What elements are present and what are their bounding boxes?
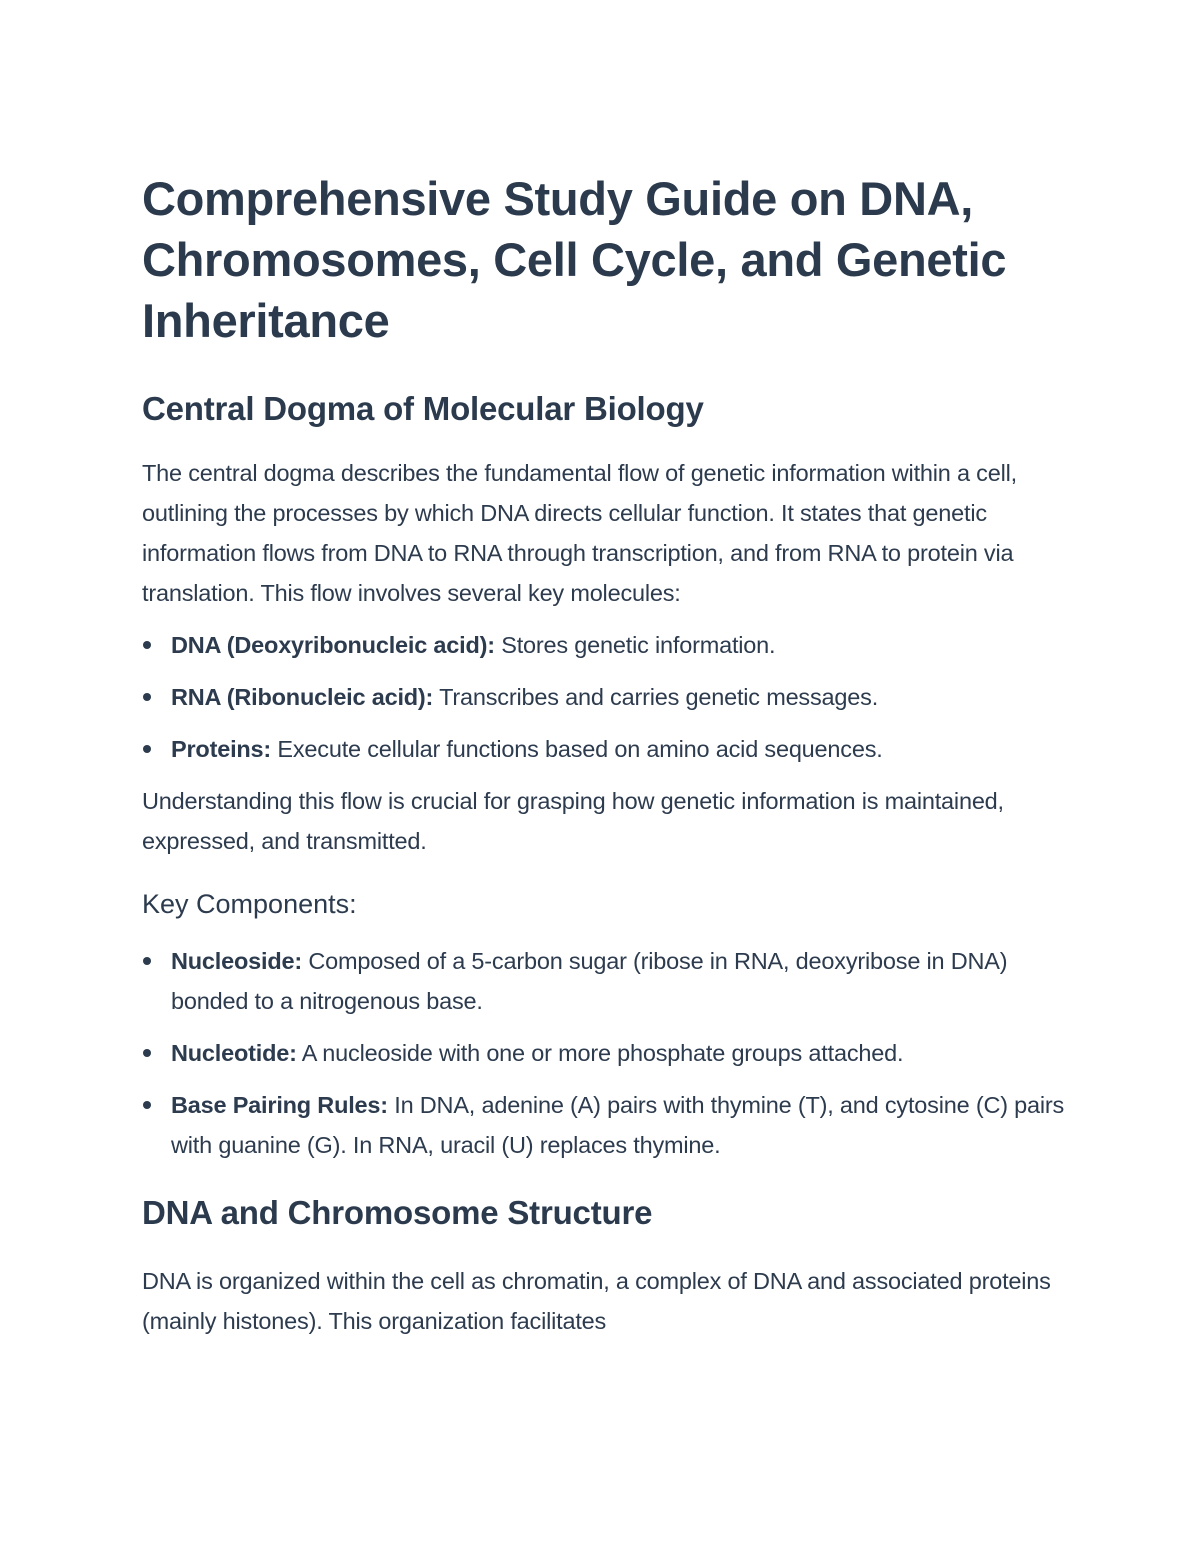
central-dogma-conclusion: Understanding this flow is crucial for grasping how genetic information is maintained, expressed, and transmitted.	[142, 788, 1004, 854]
key-components-list	[142, 941, 1072, 1165]
bullet-icon	[143, 693, 151, 701]
bullet-icon	[143, 1101, 151, 1109]
list-item-term: RNA (Ribonucleic acid):	[171, 684, 434, 710]
list-item	[142, 1085, 1072, 1165]
bullet-icon	[143, 957, 151, 965]
bullet-icon	[143, 745, 151, 753]
molecules-list	[142, 625, 1072, 769]
bullet-icon	[143, 641, 151, 649]
section-heading-dna-structure: DNA and Chromosome Structure	[142, 1194, 653, 1231]
list-item-term: Proteins:	[171, 736, 272, 762]
list-item-term: Nucleotide:	[171, 1040, 297, 1066]
list-item-desc: Execute cellular functions based on amino acid sequences.	[271, 736, 883, 762]
list-item-term: Nucleoside:	[171, 948, 302, 974]
list-item	[142, 625, 1072, 665]
list-item-desc: Transcribes and carries genetic messages.	[433, 684, 879, 710]
list-item-desc: Composed of a 5-carbon sugar (ribose in RNA, deoxyribose in DNA) bonded to a nitrogenous base.	[171, 948, 1008, 1014]
list-item-desc: In DNA, adenine (A) pairs with thymine (T), and cytosine (C) pairs with guanine (G). In RNA, uracil (U) replaces thymine.	[171, 1092, 1065, 1158]
dna-structure-intro: DNA is organized within the cell as chromatin, a complex of DNA and associated proteins (mainly histones). This organization facilitates	[142, 1268, 1051, 1334]
central-dogma-intro: The central dogma describes the fundamental flow of genetic information within a cell, outlining the processes by which DNA directs cellular function. It states that genetic information flows from DNA to RNA through transcription, and from RNA to protein via translation. This flow involves several key molecules:	[142, 460, 1017, 606]
document-page	[142, 168, 1072, 1341]
bullet-icon	[143, 1049, 151, 1057]
subheading-key-components: Key Components:	[142, 889, 357, 919]
list-item	[142, 1033, 1072, 1073]
document-title: Comprehensive Study Guide on DNA, Chromosomes, Cell Cycle, and Genetic Inheritance	[142, 172, 1007, 347]
list-item	[142, 677, 1072, 717]
list-item-term: DNA (Deoxyribonucleic acid):	[171, 632, 495, 658]
list-item	[142, 729, 1072, 769]
list-item-desc: A nucleoside with one or more phosphate groups attached.	[296, 1040, 904, 1066]
list-item-term: Base Pairing Rules:	[171, 1092, 388, 1118]
list-item	[142, 941, 1072, 1021]
list-item-desc: Stores genetic information.	[494, 632, 776, 658]
section-heading-central-dogma: Central Dogma of Molecular Biology	[142, 390, 704, 427]
